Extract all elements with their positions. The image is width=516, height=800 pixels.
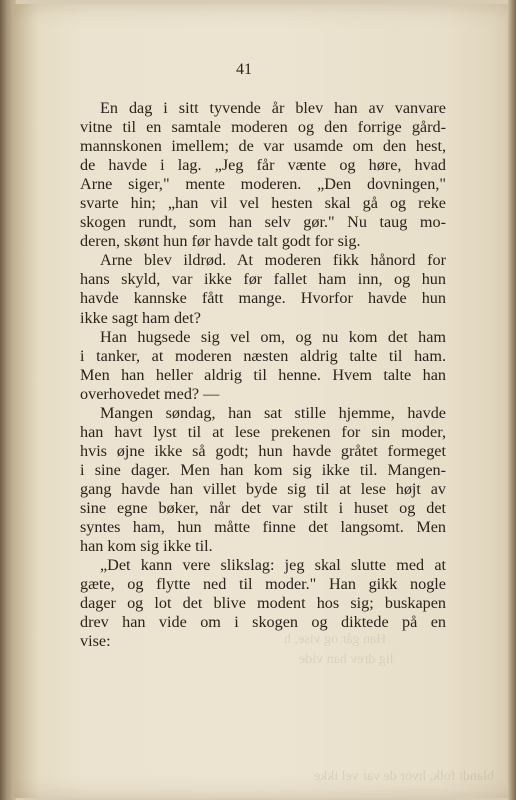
text-line: ikke sagt ham det? bbox=[80, 308, 201, 327]
text-line: gæte, og flytte ned til moder." Han gikk nogle bbox=[80, 575, 446, 594]
text-line: hvis øjne ikke så godt; hun havde gråtet formeget bbox=[80, 441, 446, 460]
text-line: Han hugsede sig vel om, og nu kom det ham bbox=[100, 327, 446, 346]
book-page bbox=[14, 4, 514, 798]
text-line: skogen rundt, som han selv gør." Nu taug mo- bbox=[80, 213, 446, 232]
text-line: vise: bbox=[80, 632, 111, 651]
text-line: de havde i lag. „Jeg får vænte og høre, hvad bbox=[80, 156, 446, 175]
text-line: svarte hin; „han vil vel hesten skal gå og reke bbox=[80, 194, 446, 213]
text-line: i tanker, at moderen næsten aldrig talte til ham. bbox=[80, 346, 446, 365]
text-line: drev han vide om i skogen og diktede på en bbox=[80, 613, 446, 632]
text-line: sine egne bøker, når det var stilt i huset og det bbox=[80, 498, 446, 517]
text-line: hans skyld, var ikke før fallet ham inn, og hun bbox=[80, 270, 446, 289]
show-through-text: blandt folk, hvor de var vel ikke bbox=[314, 769, 495, 784]
text-line: overhovedet med? — bbox=[80, 384, 220, 403]
text-line: havde kannske fått mange. Hvorfor havde hun bbox=[80, 289, 446, 308]
text-line: Men han heller aldrig til henne. Hvem talte han bbox=[80, 365, 446, 384]
text-line: Mangen søndag, han sat stille hjemme, havde bbox=[100, 403, 446, 422]
page-number: 41 bbox=[236, 61, 252, 78]
text-line: gang havde han villet byde sig til at lese højt av bbox=[80, 479, 446, 498]
text-line: „Det kann vere slikslag: jeg skal slutte med at bbox=[100, 556, 446, 575]
show-through-text: lig drev han vide bbox=[299, 652, 394, 667]
text-line: Arne blev ildrød. At moderen fikk hånord for bbox=[100, 251, 446, 270]
text-line: i sine dager. Men han kom sig ikke til. Mangen- bbox=[80, 460, 446, 479]
text-line: dager og lot det blive modent hos sig; buskapen bbox=[80, 594, 446, 613]
text-line: vitne til en samtale moderen og den forrige gård- bbox=[80, 118, 446, 137]
text-line: deren, skønt hun før havde talt godt for sig. bbox=[80, 232, 361, 251]
text-line: han havt lyst til at lese prekenen for sin moder, bbox=[80, 422, 446, 441]
text-line: syntes ham, hun måtte finne det langsomt. Men bbox=[80, 518, 446, 537]
text-line: En dag i sitt tyvende år blev han av vanvare bbox=[100, 99, 446, 117]
page-edge-right bbox=[508, 0, 516, 800]
text-line: mannskonen imellem; de var usamde om den hest, bbox=[80, 137, 446, 156]
body-text bbox=[80, 99, 446, 651]
text-line: han kom sig ikke til. bbox=[80, 537, 213, 556]
show-through-text: Han går og vise, h bbox=[284, 632, 387, 647]
text-line: Arne siger," mente moderen. „Den dovningen," bbox=[80, 175, 446, 194]
